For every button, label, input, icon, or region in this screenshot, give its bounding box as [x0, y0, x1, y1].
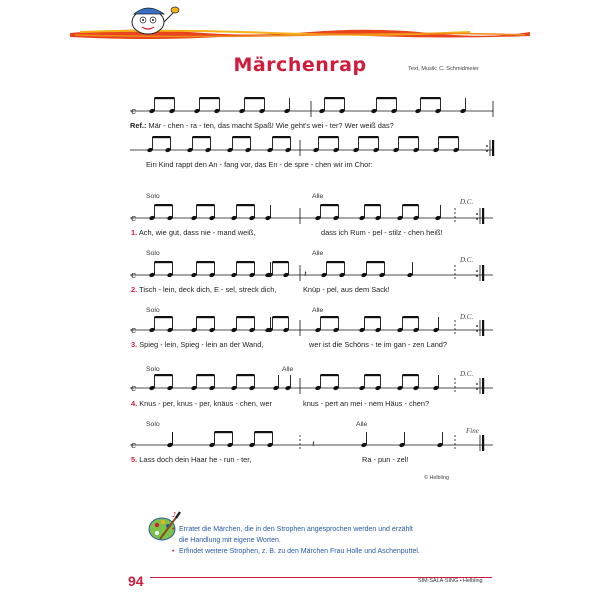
task-list: [172, 524, 420, 557]
common-time-icon: c: [131, 326, 137, 336]
task-2-line-1: Erfindet weitere Strophen, z. B. zu den Märchen Frau Holle und Aschenputtel.: [179, 548, 420, 555]
verse-1-text-a: Ach, wie gut, dass nie - mand weiß,: [138, 228, 256, 237]
beam: [319, 136, 339, 138]
beam: [367, 261, 385, 263]
beam: [197, 316, 215, 318]
repeat-dot: [476, 330, 478, 332]
verse-4-text-b: knus - pert an mei - nem Häus - chen?: [303, 399, 430, 408]
common-time-icon: c: [131, 441, 137, 451]
beam: [273, 316, 289, 318]
task-1-line-1: Erratet die Märchen, die in den Strophen angesprochen werden und erzählt: [179, 526, 413, 533]
verse-5-text-a: Lass doch dein Haar he - run - ter,: [139, 455, 252, 464]
beam: [359, 136, 379, 138]
beam: [325, 97, 345, 99]
verse-1-dc-mark: D.C.: [460, 198, 474, 206]
repeat-dot: [476, 218, 478, 220]
song-credit: Text, Musik: C. Schmidmeier: [408, 66, 479, 72]
beam: [273, 136, 291, 138]
rest-icon: 𝄽: [304, 270, 307, 280]
copyright-note: © Helbling: [424, 475, 449, 481]
repeat-dot: [486, 150, 488, 152]
beam: [365, 316, 381, 318]
verse-5-alle-label: Alle: [356, 421, 368, 428]
refrain-label: Ref.:: [130, 121, 147, 130]
verse-1-solo-label: Solo: [146, 193, 160, 200]
task-1-line-2: die Handlung mit eigene Worten.: [179, 537, 281, 544]
task-item-2: [172, 546, 420, 557]
verse-1-alle-label: Alle: [312, 193, 324, 200]
verse-2-text-b: Knüp - pel, aus dem Sack!: [303, 285, 390, 294]
verse-1-lyrics: [131, 228, 256, 237]
beam: [321, 374, 339, 376]
beam: [255, 431, 273, 433]
page-title: Märchenrap: [233, 54, 367, 76]
end-bar-thick: [482, 265, 484, 281]
verse-1-number: 1.: [131, 228, 138, 237]
repeat-dot: [476, 325, 478, 327]
verse-1-text-b: dass ich Rum - pel - stilz - chen heiß!: [321, 228, 443, 237]
svg-text:♪: ♪: [172, 511, 177, 519]
common-time-icon: c: [131, 271, 137, 281]
beam: [237, 204, 255, 206]
repeat-dot: [476, 270, 478, 272]
verse-3-dc-mark: D.C.: [460, 313, 474, 321]
beam: [233, 136, 251, 138]
beam: [399, 136, 419, 138]
beam: [197, 204, 215, 206]
beam: [377, 97, 397, 99]
beam: [197, 374, 215, 376]
beam: [421, 97, 441, 99]
beam: [327, 261, 345, 263]
beam: [237, 316, 255, 318]
verse-3-solo-label: Solo: [146, 307, 160, 314]
refrain-line-2: Ein Kind rappt den An - fang vor, das En - de spre - chen wir im Chor:: [146, 160, 373, 169]
footer-publisher: Helbling: [463, 578, 483, 584]
rest-icon: 𝄽: [312, 440, 315, 450]
verse-5-solo-label: Solo: [146, 421, 160, 428]
verse-2-solo-label: Solo: [146, 250, 160, 257]
refrain-line-1-text: Mär - chen - ra - ten, das macht Spaß! Wie geht's wei - ter? Wer weiß das?: [148, 121, 394, 130]
beam: [155, 97, 175, 99]
beam: [321, 204, 339, 206]
verse-4-solo-label: Solo: [146, 366, 160, 373]
common-time-icon: c: [131, 384, 137, 394]
end-bar-thick: [482, 435, 484, 451]
beam: [237, 374, 255, 376]
beam: [273, 261, 289, 263]
verse-3-number: 3.: [131, 340, 138, 349]
verse-2-text-a: Tisch - lein, deck dich, E - sel, streck dich,: [139, 285, 277, 294]
verse-4-text-a: Knus - per, knus - per, knäus - chen, wer: [139, 399, 272, 408]
repeat-dot: [476, 383, 478, 385]
bullet-icon: •: [172, 548, 175, 555]
beam: [155, 316, 173, 318]
verse-2-dc-mark: D.C.: [460, 256, 474, 264]
beam: [237, 261, 255, 263]
verse-2-alle-label: Alle: [312, 250, 324, 257]
task-item-1: [172, 524, 420, 535]
beam: [200, 97, 220, 99]
footer-book-title: SIM·SALA·SING: [418, 578, 459, 584]
beam: [245, 97, 265, 99]
verse-3-text-b: wer ist die Schöns - te im gan - zen Land?: [309, 340, 448, 349]
beam: [403, 374, 419, 376]
beam: [155, 261, 173, 263]
verse-5-fine-mark: Fine: [466, 427, 479, 435]
repeat-dot: [486, 145, 488, 147]
verse-3-text-a: Spieg - lein, Spieg - lein an der Wand,: [139, 340, 264, 349]
verse-5-number: 5.: [131, 455, 138, 464]
beam: [403, 316, 419, 318]
bullet-icon: •: [172, 526, 175, 533]
page-number: 94: [128, 573, 144, 589]
common-time-icon: c: [131, 107, 137, 117]
footer-separator: •: [459, 578, 462, 584]
verse-4-number: 4.: [131, 399, 138, 408]
beam: [365, 374, 381, 376]
repeat-dot: [476, 275, 478, 277]
beam: [365, 204, 381, 206]
beam: [153, 136, 171, 138]
end-bar-thick: [482, 320, 484, 336]
beam: [155, 204, 173, 206]
beam: [403, 204, 419, 206]
verse-4-dc-mark: D.C.: [460, 370, 474, 378]
beam: [439, 136, 459, 138]
beam: [215, 431, 233, 433]
verse-2-lyrics: [131, 285, 276, 294]
verse-4-lyrics: [131, 399, 272, 408]
beam: [197, 261, 215, 263]
verse-5-text-b: Ra - pun - zel!: [362, 455, 409, 464]
end-bar-thick: [482, 378, 484, 394]
repeat-dot: [476, 388, 478, 390]
verse-5-lyrics: [131, 455, 251, 464]
verse-3-lyrics: [131, 340, 263, 349]
beam: [155, 374, 173, 376]
beam: [193, 136, 211, 138]
refrain-line-1: [130, 121, 394, 130]
end-bar-thick: [492, 140, 494, 156]
footer-book-info: [418, 578, 483, 584]
beam: [321, 316, 339, 318]
verse-2-number: 2.: [131, 285, 138, 294]
repeat-dot: [476, 213, 478, 215]
verse-3-alle-label: Alle: [312, 307, 324, 314]
common-time-icon: c: [131, 214, 137, 224]
end-bar-thick: [482, 208, 484, 224]
verse-4-alle-label: Alle: [282, 366, 294, 373]
